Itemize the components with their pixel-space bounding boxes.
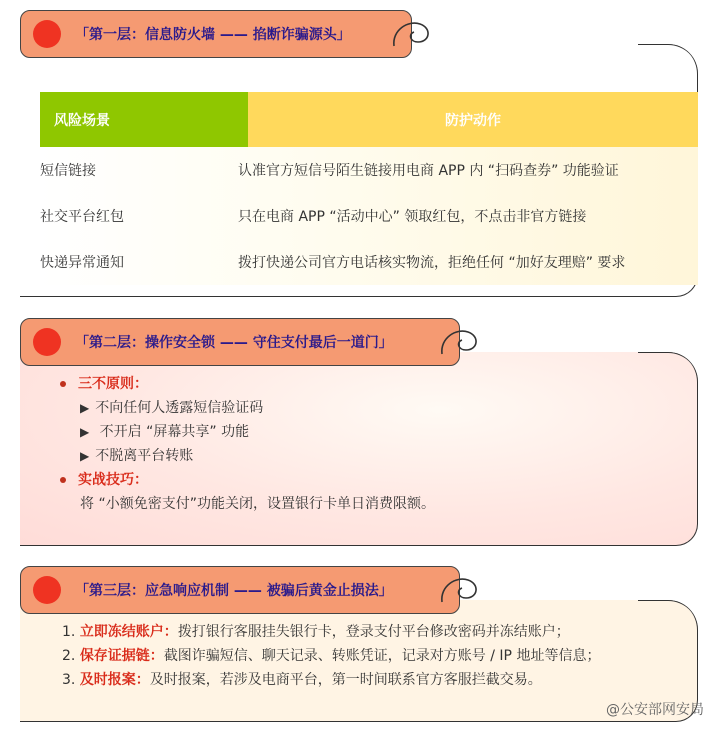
bullet-icon [60, 477, 66, 483]
risk-cell: 短信链接 [40, 163, 96, 179]
section-emergency-response [20, 566, 698, 724]
step-label: 保存证据链： [79, 648, 164, 664]
red-dot-icon [33, 576, 61, 604]
triangle-right-icon: ▶ [80, 425, 90, 439]
rule-text: 不向任何人透露短信验证码 [95, 400, 264, 416]
section-operation-lock [20, 318, 698, 548]
step-number: 1. [62, 624, 76, 640]
triangle-right-icon: ▶ [80, 401, 90, 415]
step-label: 立即冻结账户： [79, 624, 178, 640]
rule-item [60, 444, 435, 468]
triangle-right-icon: ▶ [80, 449, 90, 463]
step-number: 3. [62, 672, 76, 688]
emergency-steps-list [62, 620, 600, 692]
watermark: @公安部网安局 [606, 702, 704, 718]
step-label: 及时报案： [79, 672, 150, 688]
step-number: 2. [62, 648, 76, 664]
risk-table [40, 92, 698, 285]
header-risk-scene: 风险场景 [40, 92, 248, 147]
table-row [40, 193, 698, 239]
risk-cell: 快递异常通知 [40, 255, 124, 271]
tip-text: 将 “小额免密支付”功能关闭，设置银行卡单日消费限额。 [80, 496, 435, 512]
section-info-firewall [20, 10, 698, 300]
bullet-icon [60, 381, 66, 387]
section-2-title: 「第二层：操作安全锁 —— 守住支付最后一道门」 [75, 335, 393, 351]
curl-icon [390, 16, 436, 50]
table-row [40, 239, 698, 285]
section-3-title: 「第三层：应急响应机制 —— 被骗后黄金止损法」 [75, 583, 393, 599]
list-item [60, 372, 435, 396]
list-item [62, 668, 600, 692]
action-cell: 认准官方短信号陌生链接用电商 APP 内 “扫码查券” 功能验证 [238, 163, 619, 179]
section-1-title: 「第一层：信息防火墙 —— 掐断诈骗源头」 [75, 27, 351, 43]
step-text: 及时报案，若涉及电商平台，第一时间联系官方客服拦截交易。 [149, 672, 542, 688]
table-row [40, 147, 698, 193]
action-cell: 只在电商 APP “活动中心” 领取红包，不点击非官方链接 [238, 209, 587, 225]
list-item [62, 644, 600, 668]
tip-heading: 实战技巧： [78, 472, 148, 488]
rule-item [60, 396, 435, 420]
section-1-title-tag [20, 10, 412, 58]
table-header [40, 92, 698, 147]
curl-icon [438, 572, 484, 606]
risk-cell: 社交平台红包 [40, 209, 124, 225]
header-protection-action: 防护动作 [248, 92, 698, 147]
list-item [60, 468, 435, 492]
rule-text: 不开启 “屏幕共享” 功能 [95, 424, 250, 440]
step-text: 拨打银行客服挂失银行卡，登录支付平台修改密码并冻结账户； [177, 624, 570, 640]
rule-item [60, 420, 435, 444]
rule-text: 不脱离平台转账 [95, 448, 194, 464]
curl-icon [438, 324, 484, 358]
safety-rules-list [60, 372, 435, 516]
rule-heading: 三不原则： [78, 376, 148, 392]
step-text: 截图诈骗短信、聊天记录、转账凭证，记录对方账号 / IP 地址等信息； [163, 648, 601, 664]
list-item [62, 620, 600, 644]
red-dot-icon [33, 20, 61, 48]
red-dot-icon [33, 328, 61, 356]
section-2-title-tag [20, 318, 460, 366]
section-3-title-tag [20, 566, 460, 614]
action-cell: 拨打快递公司官方电话核实物流，拒绝任何 “加好友理赔” 要求 [238, 255, 626, 271]
